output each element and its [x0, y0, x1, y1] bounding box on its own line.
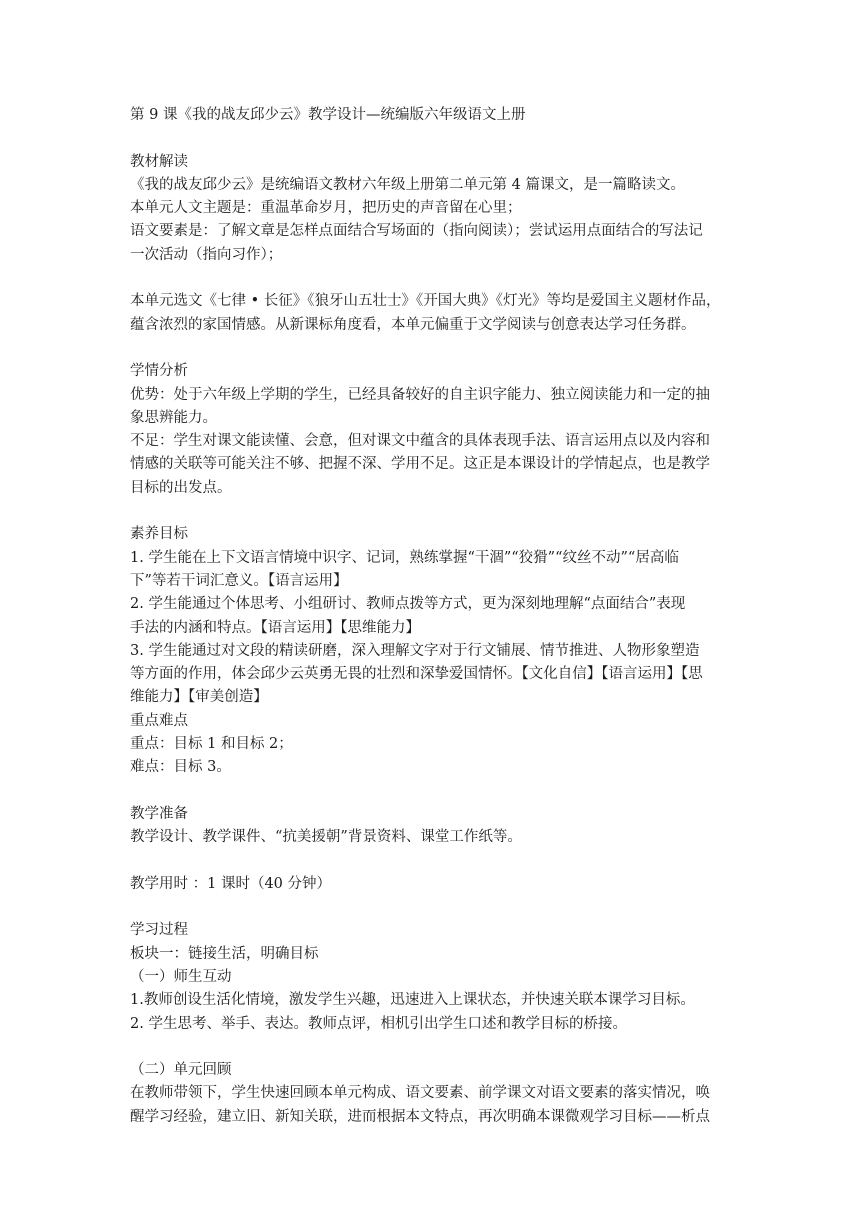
paragraph-line: 手法的内涵和特点。【语言运用】【思维能力】: [130, 619, 420, 636]
paragraph-line: 下”等若干词汇意义。【语言运用】: [130, 572, 348, 589]
paragraph-line: 优势：处于六年级上学期的学生，已经具备较好的自主识字能力、独立阅读能力和一定的抽: [130, 386, 710, 403]
paragraph-line: 2. 学生思考、举手、表达。教师点评，相机引出学生口述和教学目标的桥接。: [130, 1015, 627, 1032]
paragraph-line: 醒学习经验，建立旧、新知关联，进而根据本文特点，再次明确本课微观学习目标——析点: [130, 1108, 710, 1125]
paragraph-line: 目标的出发点。: [130, 479, 232, 496]
paragraph-line: 在教师带领下，学生快速回顾本单元构成、语文要素、前学课文对语文要素的落实情况，唤: [130, 1085, 710, 1102]
blank-line: [130, 850, 745, 873]
section-heading-keypoints: 重点难点: [130, 712, 188, 729]
document-title: 第 9 课《我的战友邱少云》教学设计—统编版六年级语文上册: [130, 107, 526, 123]
blank-line: [130, 1036, 745, 1059]
blank-line: [130, 780, 745, 803]
teaching-time-line: 教学用时 ：1 课时（40 分钟）: [130, 875, 332, 892]
blank-line: [130, 267, 745, 290]
paragraph-line: 本单元选文《七律 • 长征》《狼牙山五壮士》《开国大典》《灯光》等均是爱国主义题材作品，: [130, 293, 721, 310]
paragraph-line: 1.教师创设生活化情境，激发学生兴趣，迅速进入上课状态，并快速关联本课学习目标。: [130, 992, 695, 1009]
blank-line: [130, 337, 745, 360]
paragraph-line: 难点：目标 3。: [130, 759, 231, 776]
paragraph-line: 1. 学生能在上下文语言情境中识字、记词，熟练掌握“干涸”“狡猾”“纹丝不动”“居高临: [130, 549, 679, 566]
paragraph-line: 情感的关联等可能关注不够、把握不深、学用不足。这正是本课设计的学情起点，也是教学: [130, 456, 710, 473]
blank-line: [130, 500, 745, 523]
paragraph-line: 不足：学生对课文能读懂、会意，但对课文中蕴含的具体表现手法、语言运用点以及内容和: [130, 433, 710, 450]
paragraph-line: 《我的战友邱少云》是统编语文教材六年级上册第二单元第 4 篇课文，是一篇略读文。: [130, 176, 685, 193]
paragraph-line: 维能力】【审美创造】: [130, 689, 268, 706]
section-heading-textbook: 教材解读: [130, 153, 188, 170]
paragraph-line: （二）单元回顾: [130, 1062, 232, 1079]
paragraph-line: 2. 学生能通过个体思考、小组研讨、教师点拨等方式，更为深刻地理解“点面结合”表现: [130, 596, 686, 613]
section-heading-process: 学习过程: [130, 922, 188, 939]
paragraph-line: 教学设计、教学课件、“抗美援朝”背景资料、课堂工作纸等。: [130, 829, 522, 846]
paragraph-line: 象思辨能力。: [130, 409, 217, 426]
blank-line: [130, 896, 745, 919]
document-page: [130, 104, 745, 1129]
paragraph-line: 等方面的作用，体会邱少云英勇无畏的壮烈和深挚爱国情怀。【文化自信】【语言运用】【思: [130, 666, 703, 683]
paragraph-line: （一）师生互动: [130, 968, 232, 985]
paragraph-line: 蕴含浓烈的家国情感。从新课标角度看，本单元偏重于文学阅读与创意表达学习任务群。: [130, 316, 696, 333]
paragraph-line: 语文要素是：了解文章是怎样点面结合写场面的（指向阅读）；尝试运用点面结合的写法记: [130, 223, 703, 240]
paragraph-line: 3. 学生能通过对文段的精读研磨，深入理解文字对于行文铺展、情节推进、人物形象塑造: [130, 642, 700, 659]
paragraph-line: 板块一：链接生活，明确目标: [130, 945, 319, 962]
blank-line: [130, 127, 745, 150]
section-heading-prep: 教学准备: [130, 805, 188, 822]
paragraph-line: 一次活动（指向习作）；: [130, 246, 283, 263]
section-heading-goals: 素养目标: [130, 526, 188, 543]
paragraph-line: 重点：目标 1 和目标 2；: [130, 736, 293, 753]
paragraph-line: 本单元人文主题是：重温革命岁月，把历史的声音留在心里；: [130, 200, 522, 217]
section-heading-students: 学情分析: [130, 363, 188, 380]
